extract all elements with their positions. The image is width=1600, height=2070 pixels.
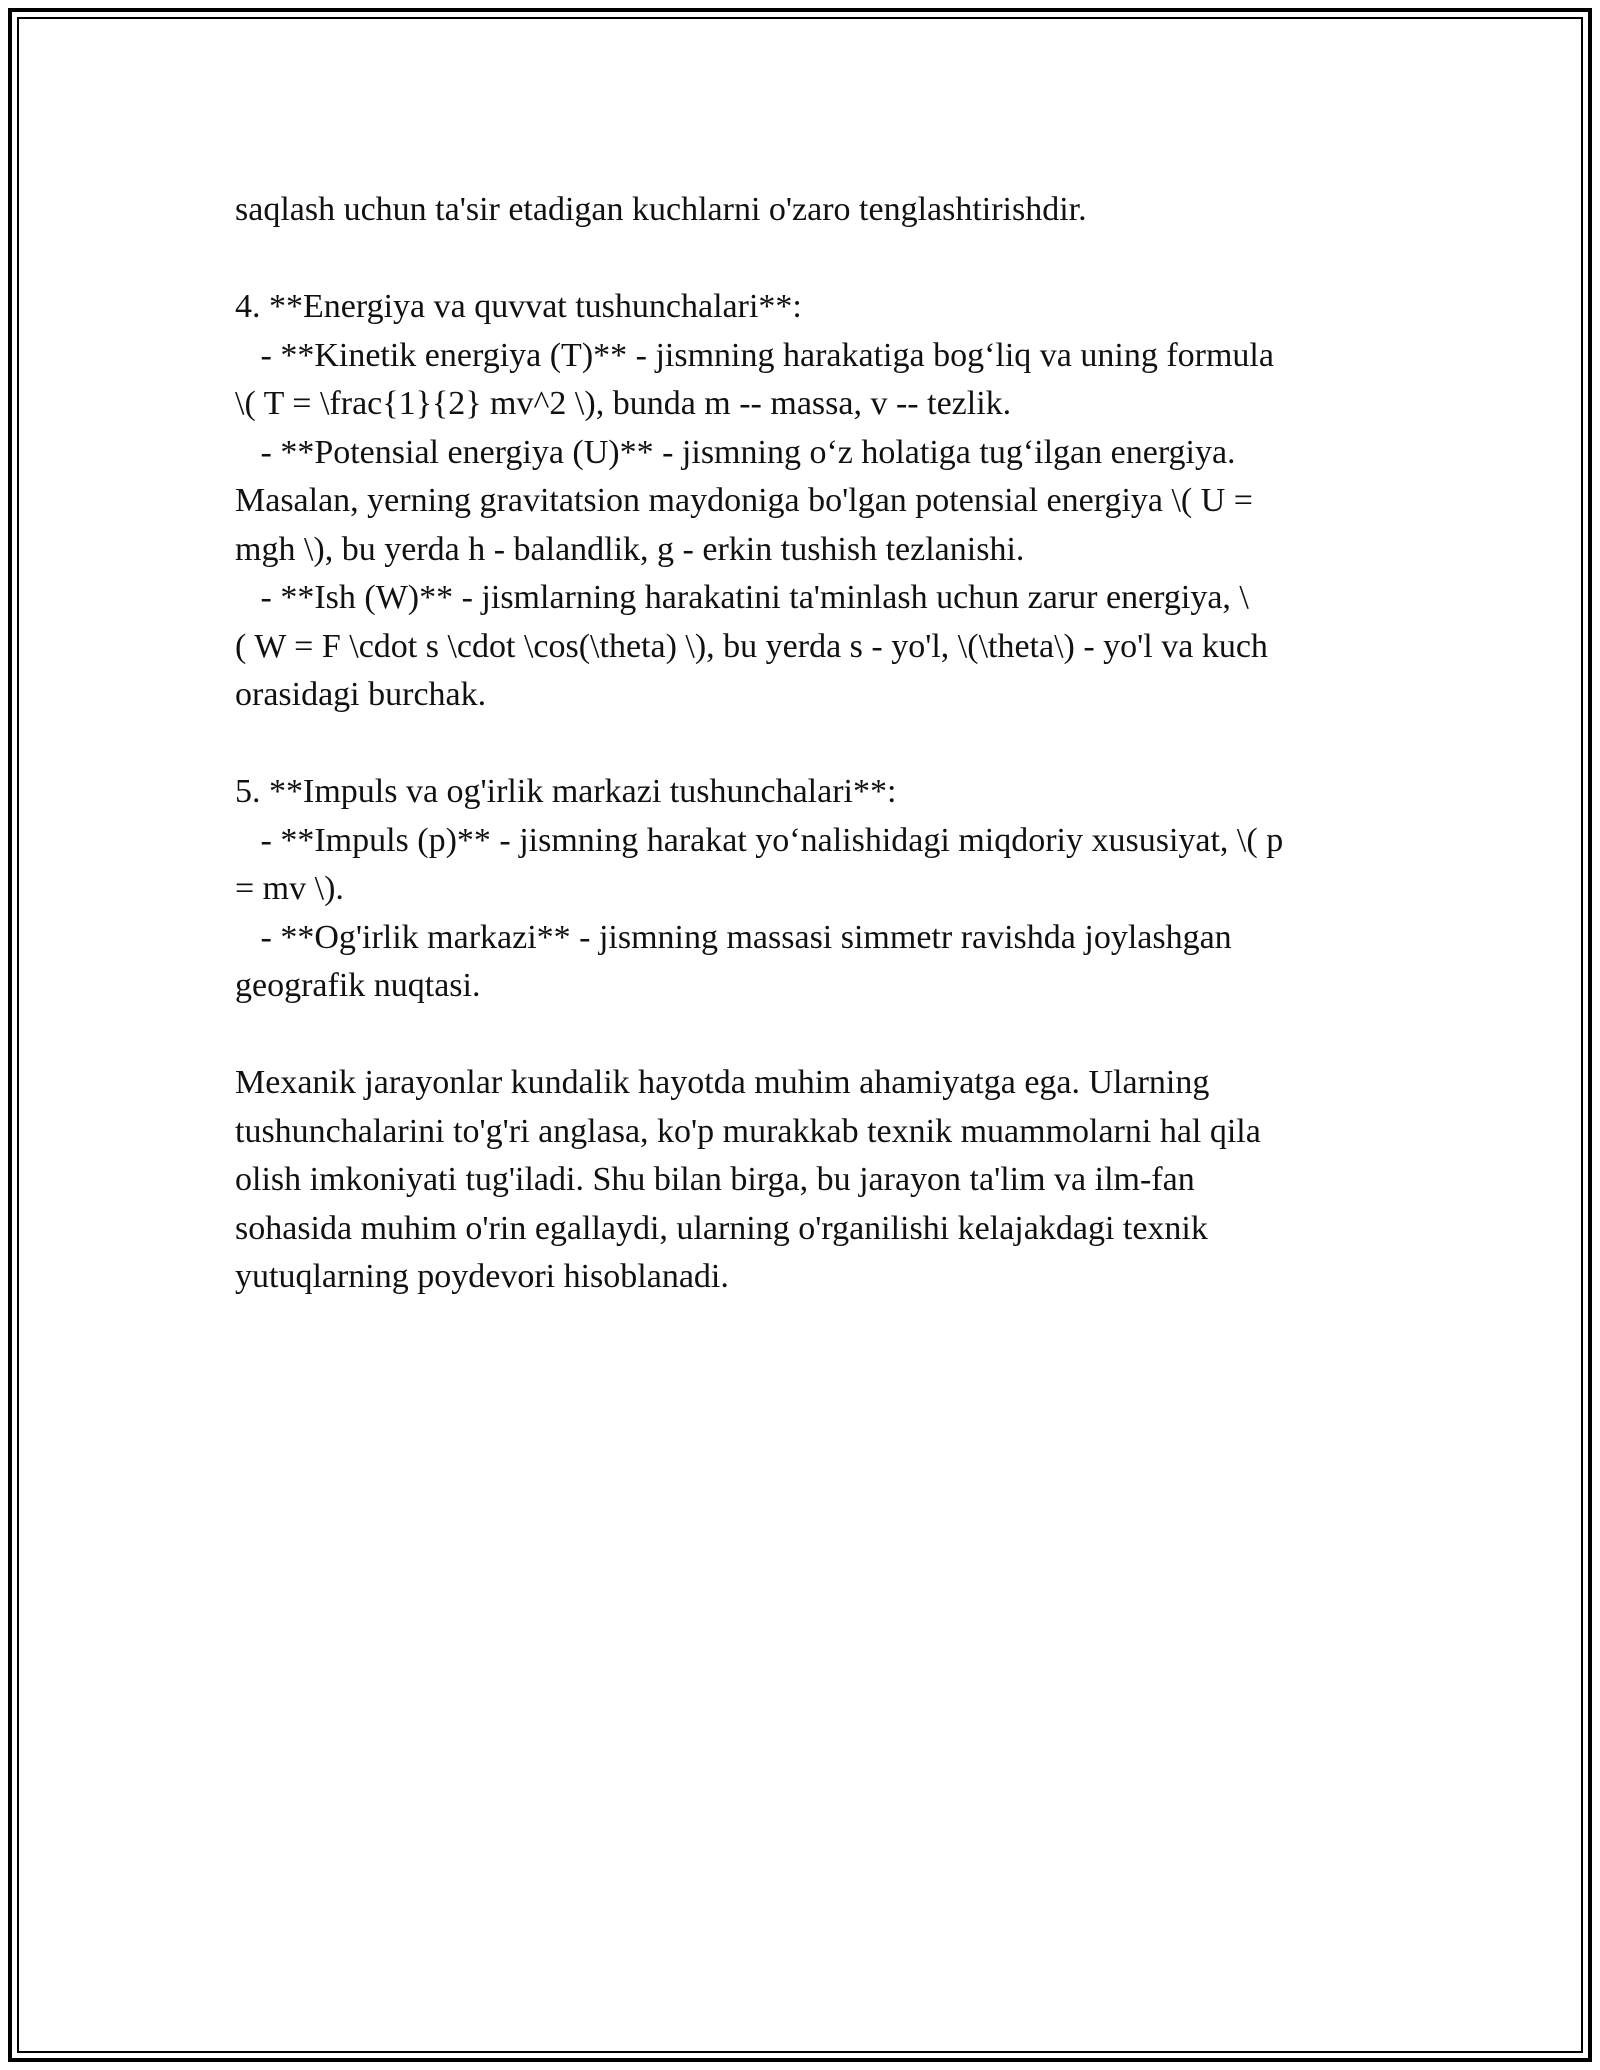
text-line: - **Og'irlik markazi** - jismning massasi simmetr ravishda joylashgan xyxy=(235,918,1232,956)
text-line: - **Kinetik energiya (T)** - jismning harakatiga bog‘liq va uning formula xyxy=(235,336,1274,374)
text-line: = mv \). xyxy=(235,870,344,907)
text-line: Masalan, yerning gravitatsion maydoniga bo'lgan potensial energiya \( U = xyxy=(235,482,1253,519)
text-line: - **Impuls (p)** - jismning harakat yo‘nalishidagi miqdoriy xususiyat, \( p xyxy=(235,821,1284,859)
section-heading: 4. **Energiya va quvvat tushunchalari**: xyxy=(235,288,802,325)
text-line: - **Potensial energiya (U)** - jismning o‘z holatiga tug‘ilgan energiya. xyxy=(235,433,1236,471)
text-line: yutuqlarning poydevori hisoblanadi. xyxy=(235,1258,729,1295)
text-line: geografik nuqtasi. xyxy=(235,967,481,1004)
text-line: tushunchalarini to'g'ri anglasa, ko'p murakkab texnik muammolarni hal qila xyxy=(235,1112,1261,1150)
text-line: ( W = F \cdot s \cdot \cos(\theta) \), bu yerda s - yo'l, \(\theta\) - yo'l va kuch xyxy=(235,627,1268,665)
text-line: orasidagi burchak. xyxy=(235,676,487,713)
text-line: saqlash uchun ta'sir etadigan kuchlarni o'zaro tenglashtirishdir. xyxy=(235,191,1087,228)
blank-line xyxy=(235,720,1375,769)
text-line: Mexanik jarayonlar kundalik hayotda muhim ahamiyatga ega. Ularning xyxy=(235,1064,1210,1101)
blank-line xyxy=(235,235,1375,284)
document-body xyxy=(235,186,1375,1302)
text-line: olish imkoniyati tug'iladi. Shu bilan birga, bu jarayon ta'lim va ilm-fan xyxy=(235,1161,1195,1198)
text-line: mgh \), bu yerda h - balandlik, g - erkin tushish tezlanishi. xyxy=(235,530,1025,568)
section-heading: 5. **Impuls va og'irlik markazi tushunchalari**: xyxy=(235,773,897,810)
blank-line xyxy=(235,1011,1375,1060)
text-line: \( T = \frac{1}{2} mv^2 \), bunda m -- massa, v -- tezlik. xyxy=(235,385,1012,422)
text-line: sohasida muhim o'rin egallaydi, ularning o'rganilishi kelajakdagi texnik xyxy=(235,1209,1208,1247)
text-line: - **Ish (W)** - jismlarning harakatini ta'minlash uchun zarur energiya, \ xyxy=(235,579,1249,616)
